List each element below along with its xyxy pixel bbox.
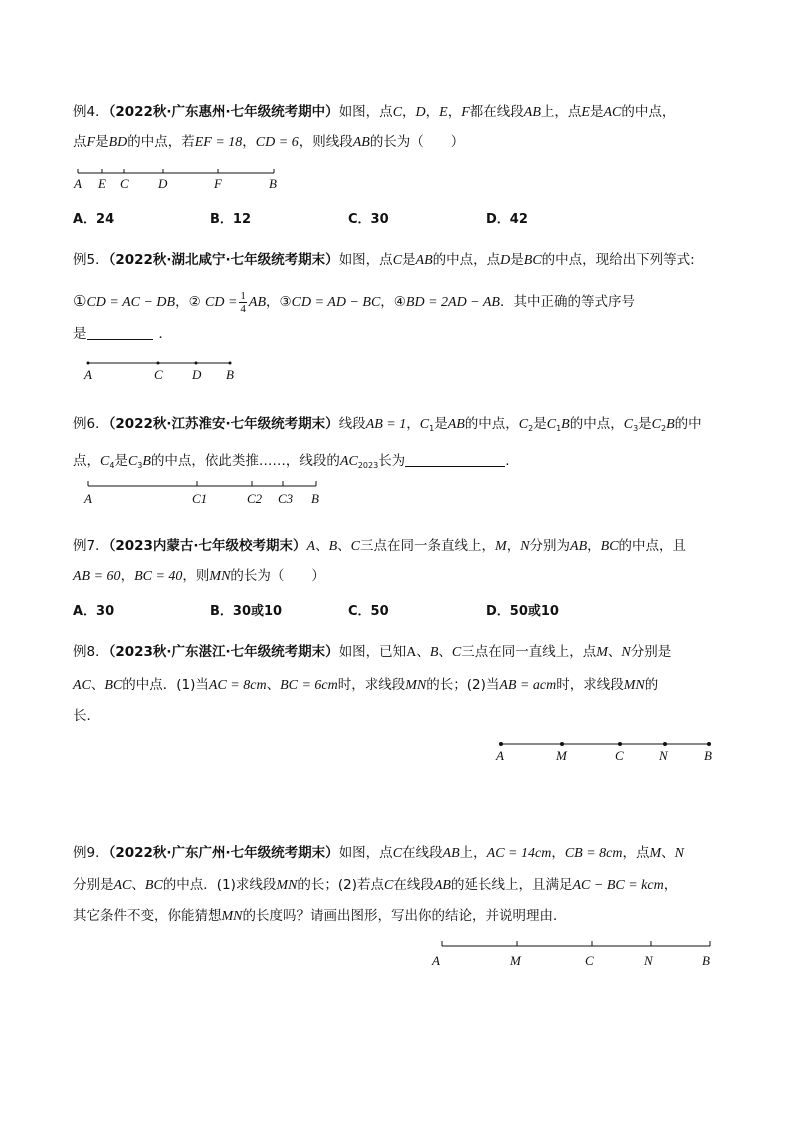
ex7-line1: 例7．（2023内蒙古·七年级校考期末）A、B、C三点在同一条直线上，M，N分别为AB，BC的中点，且 <box>73 538 687 554</box>
ex9-line3: 其它条件不变，你能猜想MN的长度吗？请画出图形，写出你的结论，并说明理由． <box>73 908 567 924</box>
ex8-point-N: N <box>659 748 668 763</box>
ex5-label: 例5． <box>73 252 109 268</box>
ex8-source: （2023秋·广东湛江·七年级统考期末） <box>108 644 339 660</box>
ex7-line2: AB = 60，BC = 40，则MN的长为（ ） <box>73 568 325 584</box>
ex8-label: 例8． <box>73 644 109 660</box>
ex6-point-C3: C3 <box>278 491 294 506</box>
ex8-point-M: M <box>556 748 567 763</box>
ex5-line1: 例5．（2022秋·湖北咸宁·七年级统考期末）如图，点C是AB的中点，点D是BC的中点，现给出下列等式: <box>73 252 695 268</box>
ex6-answer-blank[interactable] <box>405 453 505 467</box>
ex7-option-b: B．30或10 <box>210 604 283 619</box>
ex9-point-M: M <box>510 953 521 968</box>
ex4-point-B: B <box>269 176 277 191</box>
ex4-source: （2022秋·广东惠州·七年级统考期中） <box>108 104 339 120</box>
ex9-point-N: N <box>644 953 653 968</box>
ex8-line2: AC、BC的中点．(1)当AC = 8cm、BC = 6cm时，求线段MN的长；(2)当AB = acm时，求线段MN的 <box>73 677 659 693</box>
ex6-source: （2022秋·江苏淮安·七年级统考期末） <box>108 416 339 432</box>
ex9-line1: 例9．（2022秋·广东广州·七年级统考期末）如图，点C在线段AB上，AC = 14cm，CB = 8cm，点M、N <box>73 845 684 861</box>
ex8-line3: 长． <box>73 708 100 724</box>
ex8-point-C: C <box>615 748 624 763</box>
ex4-point-F: F <box>214 176 222 191</box>
ex9-line2: 分别是AC、BC的中点．(1)求线段MN的长；(2)若点C在线段AB的延长线上，且满足AC − BC = kcm， <box>73 877 678 893</box>
ex5-point-C: C <box>154 367 163 382</box>
ex4-line2: 点F是BD的中点，若EF = 18，CD = 6，则线段AB的长为（ ） <box>73 134 465 150</box>
ex5-line2: ①CD = AC − DB，② CD = $\frac{1}{4}$ AB，③CD = AD − BC，④BD = 2AD − AB．其中正确的等式序号 <box>73 289 635 315</box>
ex4-point-A: A <box>74 176 82 191</box>
ex9-label: 例9． <box>73 845 109 861</box>
ex7-source: （2023内蒙古·七年级校考期末） <box>108 538 307 554</box>
ex5-point-B: B <box>226 367 234 382</box>
ex4-point-D: D <box>158 176 168 191</box>
ex7-label: 例7． <box>73 538 109 554</box>
ex6-point-C2: C2 <box>247 491 263 506</box>
ex8-line1: 例8．（2023秋·广东湛江·七年级统考期末）如图，已知A、B、C三点在同一直线上，点M、N分别是 <box>73 644 672 660</box>
ex4-option-c: C．30 <box>348 212 389 227</box>
ex9-point-A: A <box>432 953 440 968</box>
ex6-point-C1: C1 <box>192 491 208 506</box>
ex4-option-b: B．12 <box>210 212 251 227</box>
ex9-point-C: C <box>585 953 594 968</box>
ex5-answer-blank[interactable] <box>87 326 153 340</box>
ex5-point-A: A <box>84 367 92 382</box>
ex5-source: （2022秋·湖北咸宁·七年级统考期末） <box>108 252 339 268</box>
ex4-segment-figure <box>72 166 282 194</box>
ex4-option-d: D．42 <box>486 212 528 227</box>
ex5-segment-figure <box>80 355 240 383</box>
ex8-point-B: B <box>704 748 712 763</box>
ex6-label: 例6． <box>73 416 109 432</box>
ex6-line1: 例6．（2022秋·江苏淮安·七年级统考期末）线段AB = 1，$C_1$是AB的中点，$C_2$是$C_1B$的中点，$C_3$是$C_2B$的中 <box>73 416 702 433</box>
ex9-point-B: B <box>702 953 710 968</box>
ex4-label: 例4． <box>73 104 109 120</box>
ex6-segment-figure <box>80 478 330 510</box>
ex5-line3: 是 ． <box>73 326 172 342</box>
ex4-point-E: E <box>98 176 106 191</box>
ex8-segment-figure <box>494 737 719 765</box>
ex9-source: （2022秋·广东广州·七年级统考期末） <box>108 845 339 861</box>
fraction-one-quarter: $\frac{1}{4}$ <box>240 289 246 315</box>
ex5-point-D: D <box>192 367 202 382</box>
ex8-point-A: A <box>496 748 504 763</box>
ex6-point-A: A <box>84 491 92 506</box>
ex6-point-B: B <box>311 491 319 506</box>
ex9-segment-figure <box>428 938 720 970</box>
ex6-line2: 点，$C_4$是$C_3B$的中点，依此类推……，线段的$AC_{2023}$长为 . <box>73 453 510 470</box>
ex7-option-a: A．30 <box>73 604 115 619</box>
ex4-option-a: A．24 <box>73 212 115 227</box>
ex4-line1: 例4．（2022秋·广东惠州·七年级统考期中）如图，点C，D，E，F都在线段AB上，点E是AC的中点， <box>73 104 676 120</box>
ex4-point-C: C <box>120 176 129 191</box>
ex7-option-c: C．50 <box>348 604 389 619</box>
ex7-option-d: D．50或10 <box>486 604 559 619</box>
